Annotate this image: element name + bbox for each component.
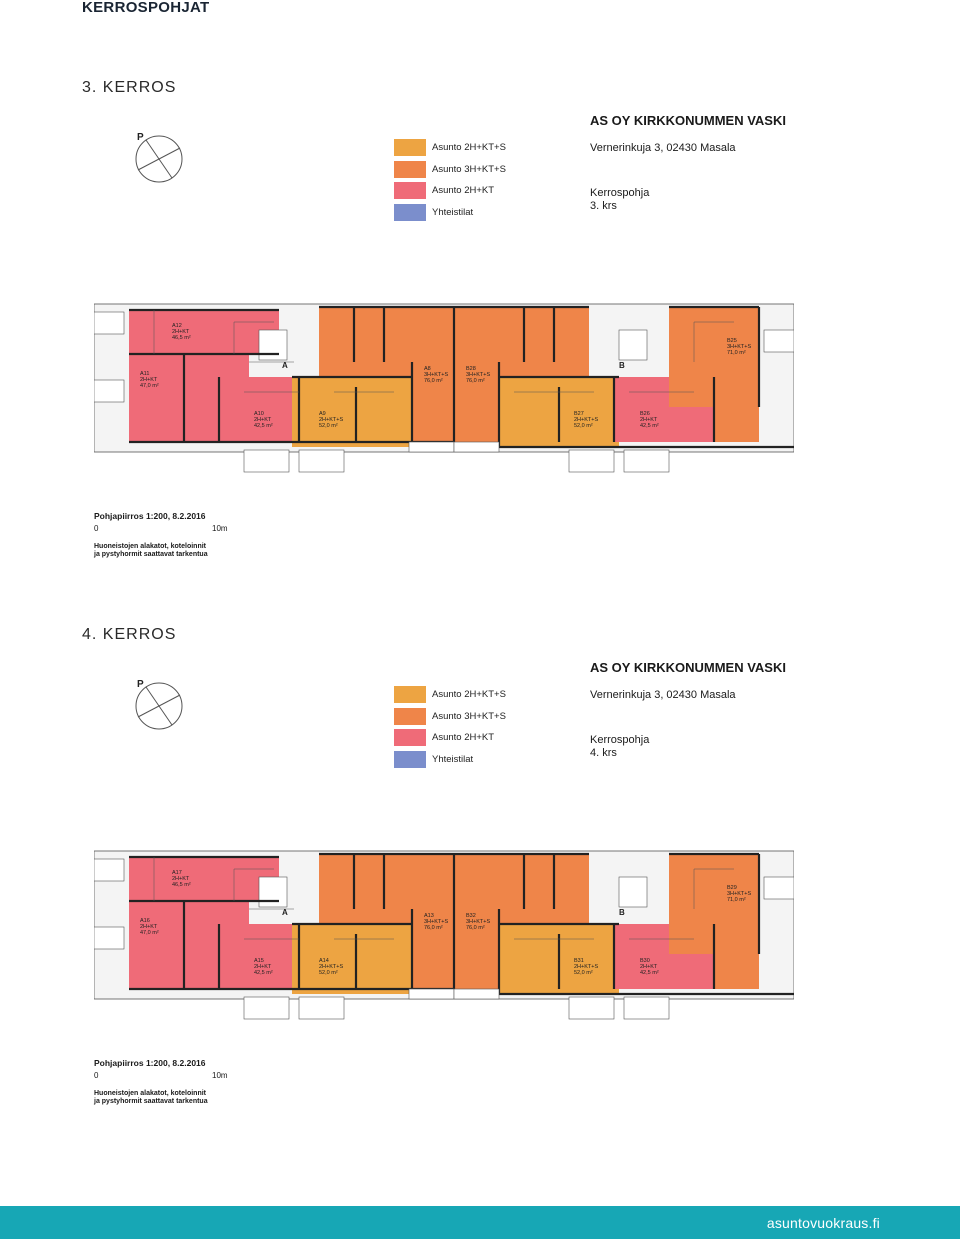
unit-area: 52,0 m² <box>574 423 593 429</box>
unit-area: 42,5 m² <box>640 423 659 429</box>
scale-title: Pohjapiirros 1:200, 8.2.2016 <box>94 511 206 521</box>
balcony <box>299 450 344 472</box>
scale-bar <box>94 1068 230 1084</box>
unit-area: 76,0 m² <box>424 378 443 384</box>
unit-area-a15 <box>219 924 299 989</box>
plan-label <box>590 187 786 213</box>
unit-area: 76,0 m² <box>466 378 485 384</box>
unit-type: 3H+KT+S <box>424 372 449 378</box>
floor-heading: 4. KERROS <box>82 626 177 643</box>
compass-north-label: P <box>137 132 144 143</box>
unit-type: 2H+KT <box>640 964 658 970</box>
balcony <box>94 380 124 402</box>
unit-id: B27 <box>574 411 584 417</box>
legend-label: Yhteistilat <box>432 206 474 218</box>
company-name: AS OY KIRKKONUMMEN VASKI <box>590 113 786 128</box>
unit-id: A17 <box>172 870 182 876</box>
floor-plan <box>94 302 794 477</box>
floor-section-3 <box>0 0 960 560</box>
unit-area: 71,0 m² <box>727 897 746 903</box>
unit-area-a14 <box>292 924 412 994</box>
unit-area: 71,0 m² <box>727 350 746 356</box>
balcony <box>624 997 669 1019</box>
scale-start: 0 <box>94 524 99 533</box>
footer-bar <box>0 1206 960 1239</box>
balcony <box>244 450 289 472</box>
legend-swatch <box>394 182 426 199</box>
plan-label <box>590 734 786 760</box>
note-line: ja pystyhormit saattavat tarkentua <box>94 551 208 558</box>
unit-id: B28 <box>466 366 476 372</box>
legend-label: Asunto 3H+KT+S <box>432 710 506 722</box>
unit-area-b29b <box>714 909 759 989</box>
unit-type: 3H+KT+S <box>727 344 752 350</box>
floor-label: 3. krs <box>590 200 617 212</box>
unit-area: 46,5 m² <box>172 335 191 341</box>
unit-area: 76,0 m² <box>466 925 485 931</box>
compass-icon <box>132 677 186 731</box>
legend-swatch <box>394 204 426 221</box>
balcony <box>764 330 794 352</box>
legend-label: Asunto 2H+KT <box>432 185 495 196</box>
unit-area: 47,0 m² <box>140 383 159 389</box>
legend-item <box>394 180 506 201</box>
floor-label: 4. krs <box>590 747 617 759</box>
unit-area-a10 <box>219 377 299 442</box>
unit-id: A11 <box>140 371 150 377</box>
legend-item <box>394 684 506 705</box>
legend-item <box>394 749 506 770</box>
balcony <box>299 997 344 1019</box>
unit-id: A13 <box>424 913 434 919</box>
unit-area: 42,5 m² <box>254 423 273 429</box>
address: Vernerinkuja 3, 02430 Masala <box>590 689 736 701</box>
unit-id: A12 <box>172 323 182 329</box>
legend-item <box>394 706 506 727</box>
note-line: Huoneistojen alakatot, koteloinnit <box>94 1090 207 1097</box>
unit-type: 2H+KT <box>172 329 190 335</box>
unit-id: A15 <box>254 958 264 964</box>
unit-area: 52,0 m² <box>574 970 593 976</box>
floor-plan <box>94 849 794 1024</box>
scale-title: Pohjapiirros 1:200, 8.2.2016 <box>94 1058 206 1068</box>
stairwell-a <box>259 330 287 360</box>
unit-id: B25 <box>727 338 737 344</box>
balcony <box>569 997 614 1019</box>
unit-id: B31 <box>574 958 584 964</box>
stairwell-b <box>619 877 647 907</box>
legend-label: Yhteistilat <box>432 753 474 765</box>
balcony <box>94 859 124 881</box>
compass-icon <box>132 130 186 184</box>
note-line: ja pystyhormit saattavat tarkentua <box>94 1098 208 1105</box>
unit-area: 47,0 m² <box>140 930 159 936</box>
balcony <box>94 312 124 334</box>
legend-label: Asunto 2H+KT <box>432 732 495 743</box>
balcony <box>764 877 794 899</box>
title-block <box>590 660 786 760</box>
legend-swatch <box>394 139 426 156</box>
floor-section-4 <box>0 548 960 1108</box>
unit-area: 42,5 m² <box>254 970 273 976</box>
unit-id: A16 <box>140 918 150 924</box>
unit-area-a17 <box>129 857 279 901</box>
unit-area: 42,5 m² <box>640 970 659 976</box>
plan-name: Kerrospohja <box>590 187 650 199</box>
legend-item <box>394 727 506 748</box>
balcony <box>454 989 499 999</box>
unit-type: 2H+KT+S <box>319 964 344 970</box>
stair-label-a: A <box>282 361 288 370</box>
balcony <box>569 450 614 472</box>
note-line: Huoneistojen alakatot, koteloinnit <box>94 543 207 550</box>
unit-type: 2H+KT <box>640 417 658 423</box>
legend-item <box>394 159 506 180</box>
unit-type: 3H+KT+S <box>424 919 449 925</box>
floor-heading: 3. KERROS <box>82 79 177 96</box>
legend-item <box>394 137 506 158</box>
stairwell-b <box>619 330 647 360</box>
unit-type: 2H+KT+S <box>574 964 599 970</box>
unit-area: 76,0 m² <box>424 925 443 931</box>
unit-id: A8 <box>424 366 431 372</box>
company-name: AS OY KIRKKONUMMEN VASKI <box>590 660 786 675</box>
title-block <box>590 113 786 213</box>
legend-item <box>394 202 506 223</box>
balcony <box>409 989 454 999</box>
unit-type: 2H+KT <box>254 417 272 423</box>
stair-label-b: B <box>619 908 625 917</box>
compass-north-label: P <box>137 679 144 690</box>
legend-label: Asunto 2H+KT+S <box>432 689 506 700</box>
scale-end: 10m <box>212 524 228 533</box>
legend-swatch <box>394 708 426 725</box>
unit-id: B32 <box>466 913 476 919</box>
balcony <box>409 442 454 452</box>
legend-label: Asunto 2H+KT+S <box>432 142 506 153</box>
unit-id: B26 <box>640 411 650 417</box>
address: Vernerinkuja 3, 02430 Masala <box>590 142 736 154</box>
unit-area: 52,0 m² <box>319 423 338 429</box>
unit-id: B30 <box>640 958 650 964</box>
unit-id: A10 <box>254 411 264 417</box>
unit-type: 2H+KT <box>254 964 272 970</box>
balcony <box>94 927 124 949</box>
unit-area-b25b <box>714 362 759 442</box>
balcony <box>244 997 289 1019</box>
unit-type: 2H+KT <box>140 377 158 383</box>
unit-type: 2H+KT <box>140 924 158 930</box>
unit-type: 3H+KT+S <box>727 891 752 897</box>
unit-type: 2H+KT <box>172 876 190 882</box>
unit-type: 2H+KT+S <box>319 417 344 423</box>
unit-area-a12 <box>129 310 279 354</box>
unit-type: 3H+KT+S <box>466 919 491 925</box>
legend-swatch <box>394 161 426 178</box>
footer-link[interactable]: asuntovuokraus.fi <box>766 1215 880 1231</box>
plan-name: Kerrospohja <box>590 734 650 746</box>
legend-swatch <box>394 751 426 768</box>
stairwell-a <box>259 877 287 907</box>
balcony <box>454 442 499 452</box>
legend-swatch <box>394 686 426 703</box>
scale-end: 10m <box>212 1071 228 1080</box>
stair-label-a: A <box>282 908 288 917</box>
legend-swatch <box>394 729 426 746</box>
page-title: KERROSPOHJAT <box>82 0 210 16</box>
unit-area: 52,0 m² <box>319 970 338 976</box>
scale-note <box>94 1090 230 1106</box>
unit-id: B29 <box>727 885 737 891</box>
unit-id: A9 <box>319 411 326 417</box>
legend-label: Asunto 3H+KT+S <box>432 163 506 175</box>
unit-type: 3H+KT+S <box>466 372 491 378</box>
legend <box>394 684 506 770</box>
unit-type: 2H+KT+S <box>574 417 599 423</box>
legend <box>394 137 506 223</box>
scale-start: 0 <box>94 1071 99 1080</box>
unit-area: 46,5 m² <box>172 882 191 888</box>
scale-bar <box>94 521 230 537</box>
scale-block <box>94 1058 230 1106</box>
balcony <box>624 450 669 472</box>
unit-area-a9 <box>292 377 412 447</box>
unit-id: A14 <box>319 958 329 964</box>
stair-label-b: B <box>619 361 625 370</box>
